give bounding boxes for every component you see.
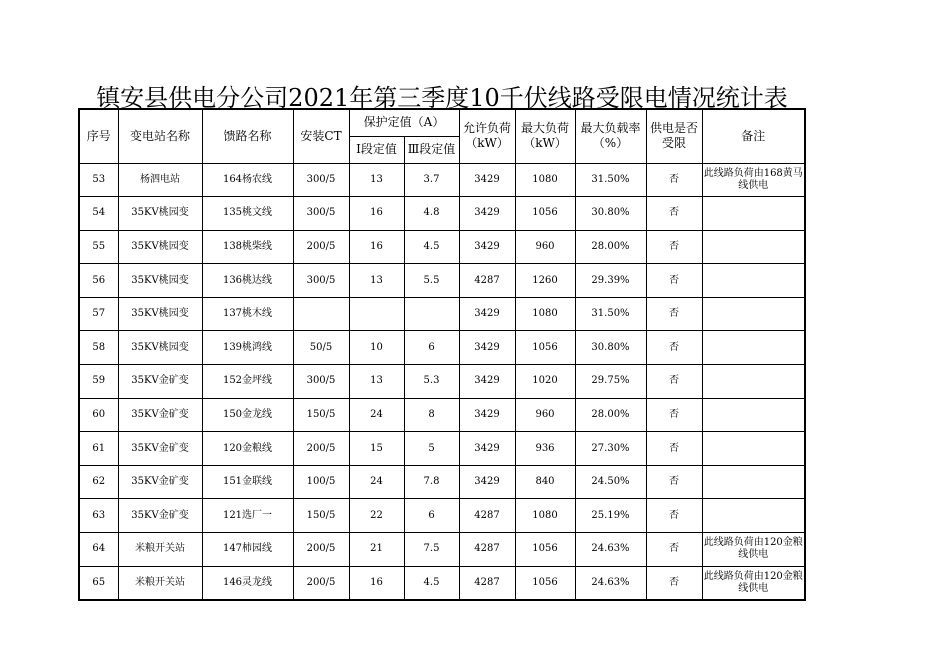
cell-ct: 100/5 [293, 465, 349, 499]
cell-ct: 200/5 [293, 432, 349, 466]
cell-feeder: 135桃文线 [202, 197, 293, 231]
cell-stage3: 6 [404, 499, 459, 533]
header-remark: 备注 [702, 109, 805, 163]
cell-seq: 54 [79, 197, 118, 231]
cell-max-rate: 30.80% [575, 331, 646, 365]
cell-ct [293, 297, 349, 331]
cell-limited: 否 [646, 163, 702, 197]
header-limited: 供电是否受限 [646, 109, 702, 163]
header-allowed: 允许负荷（kW） [459, 109, 515, 163]
cell-limited: 否 [646, 465, 702, 499]
table-row [79, 264, 805, 298]
cell-allowed: 3429 [459, 465, 515, 499]
cell-remark [702, 365, 805, 399]
header-feeder: 馈路名称 [202, 109, 293, 163]
cell-stage1: 24 [349, 465, 404, 499]
cell-max-load: 1080 [515, 163, 575, 197]
table-row [79, 533, 805, 567]
cell-remark [702, 230, 805, 264]
cell-stage3: 3.7 [404, 163, 459, 197]
cell-station: 35KV桃园变 [118, 230, 202, 264]
cell-ct: 300/5 [293, 163, 349, 197]
cell-limited: 否 [646, 197, 702, 231]
cell-stage1: 15 [349, 432, 404, 466]
cell-max-rate: 29.75% [575, 365, 646, 399]
cell-ct: 150/5 [293, 398, 349, 432]
cell-ct: 150/5 [293, 499, 349, 533]
cell-seq: 62 [79, 465, 118, 499]
cell-max-rate: 29.39% [575, 264, 646, 298]
cell-limited: 否 [646, 297, 702, 331]
header-stage3: Ⅲ段定值 [404, 136, 459, 163]
cell-limited: 否 [646, 533, 702, 567]
cell-station: 35KV桃园变 [118, 331, 202, 365]
cell-stage1: 16 [349, 197, 404, 231]
cell-feeder: 120金粮线 [202, 432, 293, 466]
cell-max-rate: 25.19% [575, 499, 646, 533]
header-protection: 保护定值（A） [349, 109, 459, 136]
cell-allowed: 3429 [459, 432, 515, 466]
cell-stage1: 21 [349, 533, 404, 567]
header-max-rate: 最大负载率（%） [575, 109, 646, 163]
header-max-load: 最大负荷（kW） [515, 109, 575, 163]
cell-stage3: 6 [404, 331, 459, 365]
cell-allowed: 4287 [459, 566, 515, 600]
cell-max-rate: 24.50% [575, 465, 646, 499]
cell-station: 35KV金矿变 [118, 398, 202, 432]
cell-max-load: 1260 [515, 264, 575, 298]
table-row [79, 163, 805, 197]
cell-seq: 59 [79, 365, 118, 399]
table-row [79, 465, 805, 499]
cell-limited: 否 [646, 365, 702, 399]
cell-station: 米粮开关站 [118, 566, 202, 600]
cell-allowed: 3429 [459, 163, 515, 197]
cell-stage3: 7.8 [404, 465, 459, 499]
cell-remark [702, 297, 805, 331]
cell-max-load: 936 [515, 432, 575, 466]
cell-limited: 否 [646, 566, 702, 600]
table-row [79, 365, 805, 399]
cell-limited: 否 [646, 230, 702, 264]
cell-max-load: 960 [515, 398, 575, 432]
cell-remark [702, 398, 805, 432]
cell-max-rate: 24.63% [575, 566, 646, 600]
cell-stage3: 5 [404, 432, 459, 466]
cell-ct: 200/5 [293, 230, 349, 264]
cell-limited: 否 [646, 264, 702, 298]
cell-feeder: 146灵龙线 [202, 566, 293, 600]
cell-feeder: 137桃木线 [202, 297, 293, 331]
cell-stage1: 13 [349, 264, 404, 298]
table-row [79, 297, 805, 331]
cell-station: 米粮开关站 [118, 533, 202, 567]
cell-ct: 300/5 [293, 197, 349, 231]
header-stage1: Ⅰ段定值 [349, 136, 404, 163]
cell-remark: 此线路负荷由120金粮线供电 [702, 566, 805, 600]
table-row [79, 432, 805, 466]
cell-allowed: 4287 [459, 533, 515, 567]
table-row [79, 230, 805, 264]
cell-seq: 56 [79, 264, 118, 298]
cell-station: 35KV桃园变 [118, 264, 202, 298]
cell-max-rate: 30.80% [575, 197, 646, 231]
cell-stage1 [349, 297, 404, 331]
cell-allowed: 3429 [459, 230, 515, 264]
cell-allowed: 3429 [459, 365, 515, 399]
cell-limited: 否 [646, 432, 702, 466]
cell-ct: 300/5 [293, 365, 349, 399]
cell-seq: 61 [79, 432, 118, 466]
cell-max-load: 1056 [515, 331, 575, 365]
cell-ct: 300/5 [293, 264, 349, 298]
cell-feeder: 152金坪线 [202, 365, 293, 399]
cell-seq: 57 [79, 297, 118, 331]
cell-remark: 此线路负荷由120金粮线供电 [702, 533, 805, 567]
cell-feeder: 121选厂一 [202, 499, 293, 533]
cell-max-load: 1056 [515, 566, 575, 600]
cell-allowed: 3429 [459, 331, 515, 365]
cell-max-load: 1056 [515, 197, 575, 231]
cell-remark [702, 197, 805, 231]
table-row [79, 331, 805, 365]
cell-seq: 60 [79, 398, 118, 432]
table-row [79, 197, 805, 231]
cell-stage3: 4.5 [404, 566, 459, 600]
cell-seq: 53 [79, 163, 118, 197]
cell-stage1: 24 [349, 398, 404, 432]
cell-feeder: 164杨农线 [202, 163, 293, 197]
cell-remark: 此线路负荷由168黄马线供电 [702, 163, 805, 197]
cell-remark [702, 331, 805, 365]
cell-seq: 63 [79, 499, 118, 533]
header-seq: 序号 [79, 109, 118, 163]
cell-max-rate: 28.00% [575, 398, 646, 432]
table-row [79, 398, 805, 432]
cell-allowed: 3429 [459, 197, 515, 231]
cell-max-load: 1080 [515, 499, 575, 533]
cell-feeder: 151金联线 [202, 465, 293, 499]
cell-stage3: 7.5 [404, 533, 459, 567]
cell-seq: 58 [79, 331, 118, 365]
cell-limited: 否 [646, 331, 702, 365]
cell-stage3 [404, 297, 459, 331]
cell-seq: 55 [79, 230, 118, 264]
cell-remark [702, 264, 805, 298]
cell-feeder: 139桃鸿线 [202, 331, 293, 365]
cell-station: 35KV金矿变 [118, 465, 202, 499]
cell-stage3: 4.8 [404, 197, 459, 231]
cell-max-rate: 27.30% [575, 432, 646, 466]
cell-stage1: 16 [349, 566, 404, 600]
cell-seq: 64 [79, 533, 118, 567]
cell-station: 35KV金矿变 [118, 365, 202, 399]
cell-max-load: 840 [515, 465, 575, 499]
cell-stage1: 13 [349, 365, 404, 399]
cell-allowed: 3429 [459, 297, 515, 331]
cell-remark [702, 465, 805, 499]
cell-station: 35KV桃园变 [118, 197, 202, 231]
cell-seq: 65 [79, 566, 118, 600]
cell-feeder: 147柿园线 [202, 533, 293, 567]
cell-allowed: 4287 [459, 499, 515, 533]
cell-station: 35KV金矿变 [118, 499, 202, 533]
cell-station: 杨泗电站 [118, 163, 202, 197]
cell-stage1: 10 [349, 331, 404, 365]
cell-feeder: 138桃柴线 [202, 230, 293, 264]
cell-limited: 否 [646, 499, 702, 533]
cell-max-rate: 31.50% [575, 297, 646, 331]
stats-table [78, 108, 806, 601]
cell-stage1: 16 [349, 230, 404, 264]
cell-max-rate: 31.50% [575, 163, 646, 197]
cell-feeder: 136桃达线 [202, 264, 293, 298]
cell-ct: 50/5 [293, 331, 349, 365]
cell-station: 35KV桃园变 [118, 297, 202, 331]
cell-limited: 否 [646, 398, 702, 432]
cell-max-load: 1080 [515, 297, 575, 331]
cell-remark [702, 432, 805, 466]
cell-feeder: 150金龙线 [202, 398, 293, 432]
cell-stage1: 22 [349, 499, 404, 533]
table-body [79, 163, 805, 600]
cell-max-load: 1056 [515, 533, 575, 567]
cell-allowed: 4287 [459, 264, 515, 298]
header-station: 变电站名称 [118, 109, 202, 163]
cell-ct: 200/5 [293, 533, 349, 567]
cell-max-rate: 24.63% [575, 533, 646, 567]
cell-allowed: 3429 [459, 398, 515, 432]
cell-stage3: 5.5 [404, 264, 459, 298]
cell-max-rate: 28.00% [575, 230, 646, 264]
cell-max-load: 960 [515, 230, 575, 264]
header-ct: 安装CT [293, 109, 349, 163]
cell-station: 35KV金矿变 [118, 432, 202, 466]
table-row [79, 566, 805, 600]
cell-stage3: 8 [404, 398, 459, 432]
table-row [79, 499, 805, 533]
cell-stage3: 5.3 [404, 365, 459, 399]
cell-remark [702, 499, 805, 533]
page-title: 镇安县供电分公司2021年第三季度10千伏线路受限电情况统计表 [96, 84, 788, 112]
cell-stage3: 4.5 [404, 230, 459, 264]
cell-stage1: 13 [349, 163, 404, 197]
cell-ct: 200/5 [293, 566, 349, 600]
cell-max-load: 1020 [515, 365, 575, 399]
